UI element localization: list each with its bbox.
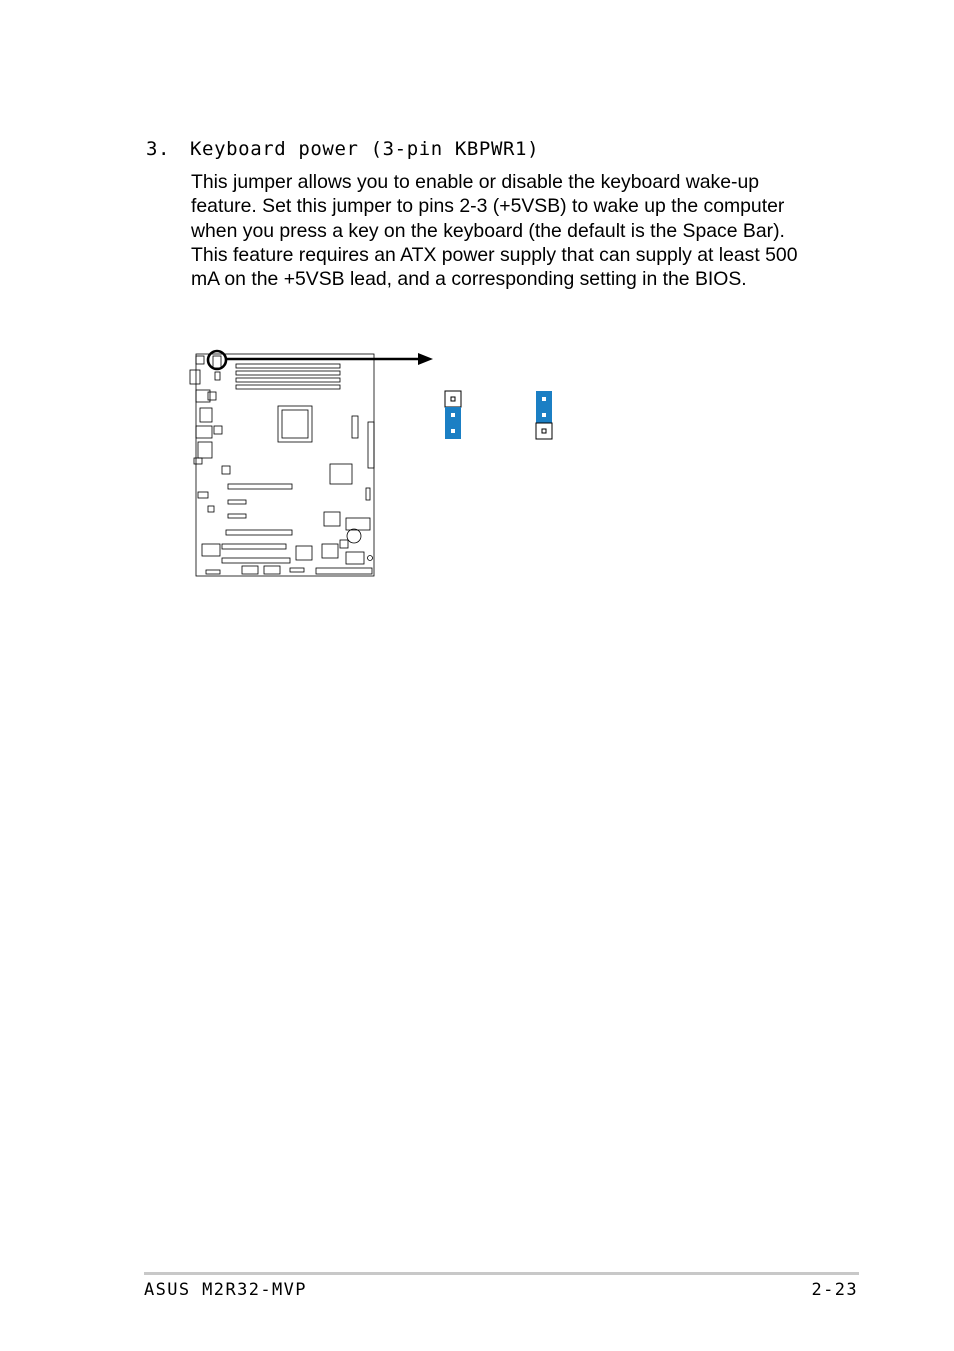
jumper-cap-pins-1-2 [536, 391, 552, 423]
motherboard-layout [190, 354, 374, 576]
section-heading [146, 138, 539, 160]
jumper-location-diagram [186, 346, 566, 582]
footer-page-number: 2-23 [811, 1280, 858, 1300]
pointer-arrow-head [418, 353, 433, 365]
jumper-setting-1-2 [445, 391, 461, 439]
section-paragraph: This jumper allows you to enable or disable the keyboard wake-up feature. Set this jumper to pins 2-3 (+5VSB) to wake up the computer when you press a key on the keyboard (the default is the Space Bar). This feature requires an ATX power supply that can supply at least 500 mA on the +5VSB lead, and a corresponding setting in the BIOS. [191, 171, 798, 291]
footer-divider [144, 1272, 859, 1275]
section-number: 3. [146, 138, 171, 160]
footer-product-name: ASUS M2R32-MVP [144, 1280, 307, 1300]
kbpwr1-on-board [213, 356, 221, 368]
section-title: Keyboard power (3-pin KBPWR1) [190, 138, 540, 160]
jumper-setting-2-3 [536, 391, 552, 439]
jumper-cap-pins-2-3 [445, 407, 461, 439]
motherboard-outline [196, 354, 374, 576]
